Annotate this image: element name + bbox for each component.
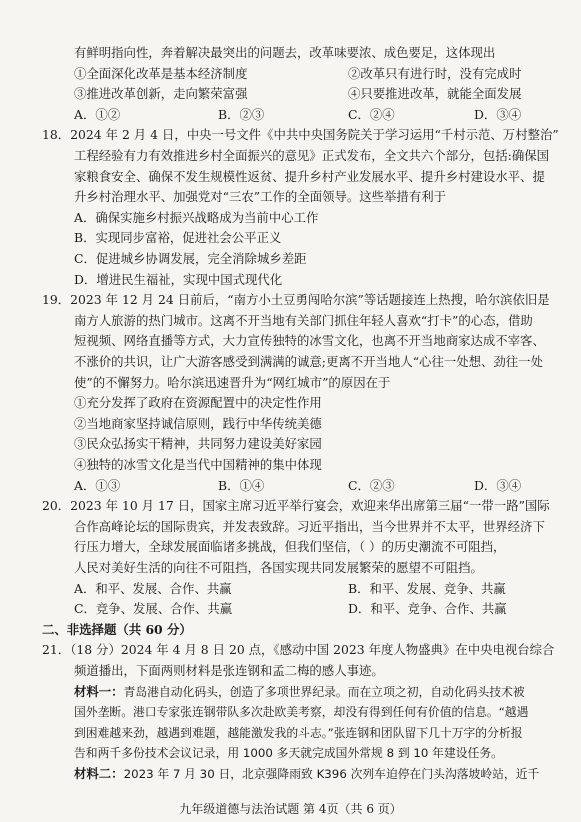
q19-option-1: ①充分发挥了政府在资源配置中的决定性作用	[74, 395, 322, 411]
q17-option-3: ③推进改革创新，走向繁荣富强	[74, 86, 248, 102]
q19-choice-a: A．①③	[74, 477, 121, 493]
q20-stem-line: 合作高峰论坛的国际贵宾，并发表致辞。习近平指出，当今世界并不太平，世界经济下	[74, 518, 545, 534]
q17-option-1: ①全面深化改革是基本经济制度	[74, 65, 248, 81]
q21-material-1-line: 告和两千多份技术会议记录，用 1000 多天就完成国外常规 8 到 10 年建设任务。	[74, 746, 503, 761]
q18-choice-d: D．增进民生福祉，实现中国式现代化	[74, 271, 283, 287]
q20-stem-line: 行压力增大，全球发展面临诸多挑战，但我们坚信，（ ）的历史潮流不可阻挡，	[74, 539, 506, 555]
q17-choice-a: A．①②	[74, 106, 121, 122]
q18-stem-line: 家粮食安全、确保不发生规模性返贫、提升乡村产业发展水平、提升乡村建设水平、提	[74, 168, 545, 184]
q18-choice-a: A．确保实施乡村振兴战略成为当前中心工作	[74, 209, 319, 225]
q21-stem-line: 21．（18 分）2024 年 4 月 8 日 20 点，《感动中国 2023 年度人物盛典》在中央电视台综合	[42, 642, 555, 658]
page-footer: 九年级道德与法治试题 第 4页（共 6 页）	[179, 802, 402, 816]
q20-choice-c: C．竞争、发展、合作、共赢	[74, 601, 233, 617]
q17-option-2: ②改革只有进行时，没有完成时	[348, 65, 522, 81]
q20-choice-d: D．和平、竞争、合作、共赢	[348, 601, 507, 617]
q18-stem-line: 升乡村治理水平、加强党对“三农”工作的全面领导。这些举措有利于	[74, 189, 446, 205]
q18-choice-c: C．促进城乡协调发展，完全消除城乡差距	[74, 251, 307, 266]
section-heading: 二、非选择题（共 60 分）	[42, 621, 192, 637]
q19-option-2: ②当地商家坚持诚信原则，践行中华传统美德	[74, 415, 322, 431]
q19-stem-line: 短视频、网络直播等方式，大力宣传独特的冰雪文化，也离不开当地商家达成不宰客、	[74, 333, 545, 349]
q19-stem-line: 使”的不懈努力。哈尔滨迅速晋升为“网红城市”的原因在于	[74, 374, 391, 390]
q18-stem-line: 工程经验有力有效推进乡村全面振兴的意见》正式发布，全文共六个部分，包括:确保国	[74, 148, 550, 163]
q21-material-1-line: 国外垄断。港口专家张连钢带队多次赴欧美考察，却没有得到任何有价值的信息。“越遇	[74, 705, 529, 720]
q20-choice-b: B．和平、发展、竞争、共赢	[348, 580, 506, 596]
q17-choice-c: C．②④	[348, 106, 395, 122]
q19-choice-b: B．①④	[218, 477, 265, 493]
q19-option-4: ④独特的冰雪文化是当代中国精神的集中体现	[74, 457, 322, 472]
q19-option-3: ③民众弘扬实干精神，共同努力建设美好家园	[74, 436, 322, 452]
q19-stem-line: 不涨价的共识，让广大游客感受到满满的诚意;更离不开当地人“心往一处想、劲往一处	[74, 354, 543, 369]
q19-stem-line: 19．2023 年 12 月 24 日前后，“南方小土豆勇闯哈尔滨”等话题接连上热搜，哈尔滨依旧是	[42, 292, 550, 308]
material-2-text: 2023 年 7 月 30 日，北京强降雨致 K396 次列车迫停在门头沟落坡岭站，近千	[123, 767, 540, 781]
q20-choice-a: A．和平、发展、合作、共赢	[74, 580, 232, 596]
material-2-label: 材料二：	[74, 766, 124, 781]
q19-choice-d: D．③④	[474, 477, 522, 493]
q18-choice-b: B．实现同步富裕，促进社会公平正义	[74, 230, 282, 246]
q20-stem-line: 20．2023 年 10 月 17 日，国家主席习近平举行宴会，欢迎来华出席第三届“一带一路”国际	[42, 498, 550, 514]
q17-choice-d: D．③④	[474, 106, 522, 122]
q21-stem-line: 频道播出，下面两则材料是张连钢和孟二梅的感人事迹。	[74, 663, 384, 678]
q21-material-2-line	[74, 765, 539, 783]
q19-stem-line: 南方人旅游的热门城市。这离不开当地有关部门抓住年轻人喜欢“打卡”的心态，借助	[74, 312, 533, 328]
q20-stem-line: 人民对美好生活的向往不可阻挡，各国实现共同发展繁荣的愿望不可阻挡。	[74, 560, 483, 575]
q19-choice-c: C．②③	[348, 477, 395, 493]
q17-choice-b: B．②③	[218, 106, 265, 122]
q21-material-1-line	[74, 683, 525, 701]
q18-stem-line: 18．2024 年 2 月 4 日，中央一号文件《中共中央国务院关于学习运用“千村示范、万村整治”	[42, 127, 559, 143]
material-1-label: 材料一：	[74, 683, 124, 699]
q17-stem-tail: 有鲜明指向性，奔着解决最突出的问题去，改革味要浓、成色要足，这体现出	[74, 45, 496, 60]
q21-material-1-line: 到困难越来劲，越遇到难题，越能激发我的斗志。”张连钢和团队留下几十万字的分析报	[74, 725, 523, 740]
q17-option-4: ④只要推进改革，就能全面发展	[348, 86, 522, 102]
material-1-text: 青岛港自动化码头，创造了多项世界纪录。而在立项之初，自动化码头技术被	[123, 684, 525, 699]
